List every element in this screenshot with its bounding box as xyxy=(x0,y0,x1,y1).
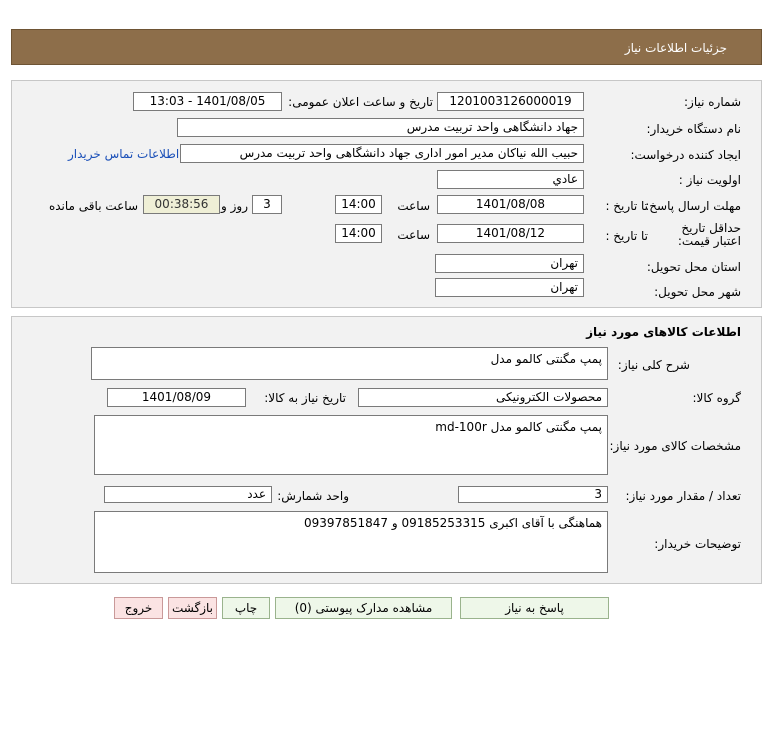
quantity-label: تعداد / مقدار مورد نیاز: xyxy=(625,489,741,503)
province-label: استان محل تحویل: xyxy=(646,260,741,274)
requester-field: حبیب الله نیاکان مدیر امور اداری جهاد دانشگاهی واحد تربیت مدرس xyxy=(180,144,584,163)
reply-deadline-label: مهلت ارسال پاسخ: xyxy=(645,199,741,213)
priority-field: عادي xyxy=(437,170,584,189)
reply-to-need-button[interactable]: پاسخ به نیاز xyxy=(460,597,609,619)
need-number-field: 1201003126000019 xyxy=(437,92,584,111)
validity-date-field: 1401/08/12 xyxy=(437,224,584,243)
buyer-org-field: جهاد دانشگاهی واحد تربیت مدرس xyxy=(177,118,584,137)
back-button[interactable]: بازگشت xyxy=(168,597,217,619)
validity-label: حداقل تاریخ اعتبار قیمت: xyxy=(677,221,741,248)
reply-time-field: 14:00 xyxy=(335,195,382,214)
reply-to-date-label: تا تاریخ : xyxy=(605,199,648,213)
need-date-field: 1401/08/09 xyxy=(107,388,246,407)
exit-button[interactable]: خروج xyxy=(114,597,163,619)
announce-label: تاریخ و ساعت اعلان عمومی: xyxy=(288,95,433,109)
announce-field: 1401/08/05 - 13:03 xyxy=(133,92,282,111)
province-field: تهران xyxy=(435,254,584,273)
days-label: روز و xyxy=(221,199,248,213)
print-button[interactable]: چاپ xyxy=(222,597,270,619)
page-header xyxy=(11,29,762,65)
days-remaining-field: 3 xyxy=(252,195,282,214)
remaining-time-field: 00:38:56 xyxy=(143,195,220,214)
validity-time-label: ساعت xyxy=(397,228,430,242)
buyer-org-label: نام دستگاه خریدار: xyxy=(646,122,741,136)
goods-group-field: محصولات الکترونیکی xyxy=(358,388,608,407)
buyer-notes-field: هماهنگی با آقای اکبری 09185253315 و 09397851847 xyxy=(94,511,608,573)
remaining-time-label: ساعت باقی مانده xyxy=(48,199,138,213)
priority-label: اولویت نیاز : xyxy=(678,173,741,187)
validity-time-field: 14:00 xyxy=(335,224,382,243)
spec-field: پمپ مگنتی کالمو مدل md-100r xyxy=(94,415,608,475)
requester-label: ایجاد کننده درخواست: xyxy=(630,148,741,162)
need-date-label: تاریخ نیاز به کالا: xyxy=(264,391,346,405)
buyer-contact-link[interactable]: اطلاعات تماس خریدار xyxy=(68,147,180,161)
goods-section-title: اطلاعات کالاهای مورد نیاز xyxy=(586,325,741,339)
reply-date-field: 1401/08/08 xyxy=(437,195,584,214)
reply-time-label: ساعت xyxy=(397,199,430,213)
unit-label: واحد شمارش: xyxy=(277,489,349,503)
general-desc-field: پمپ مگنتی کالمو مدل xyxy=(91,347,608,380)
buyer-notes-label: توضیحات خریدار: xyxy=(654,537,741,551)
need-number-label: شماره نیاز: xyxy=(684,95,741,109)
spec-label: مشخصات کالای مورد نیاز: xyxy=(609,439,741,453)
city-field: تهران xyxy=(435,278,584,297)
view-attachments-button[interactable]: مشاهده مدارک پیوستی (0) xyxy=(275,597,452,619)
goods-group-label: گروه کالا: xyxy=(692,391,741,405)
city-label: شهر محل تحویل: xyxy=(654,285,741,299)
unit-field: عدد xyxy=(104,486,272,503)
validity-to-date-label: تا تاریخ : xyxy=(605,229,648,243)
general-desc-label: شرح کلی نیاز: xyxy=(617,358,690,372)
page-title: جزئیات اطلاعات نیاز xyxy=(624,41,727,55)
quantity-field: 3 xyxy=(458,486,608,503)
